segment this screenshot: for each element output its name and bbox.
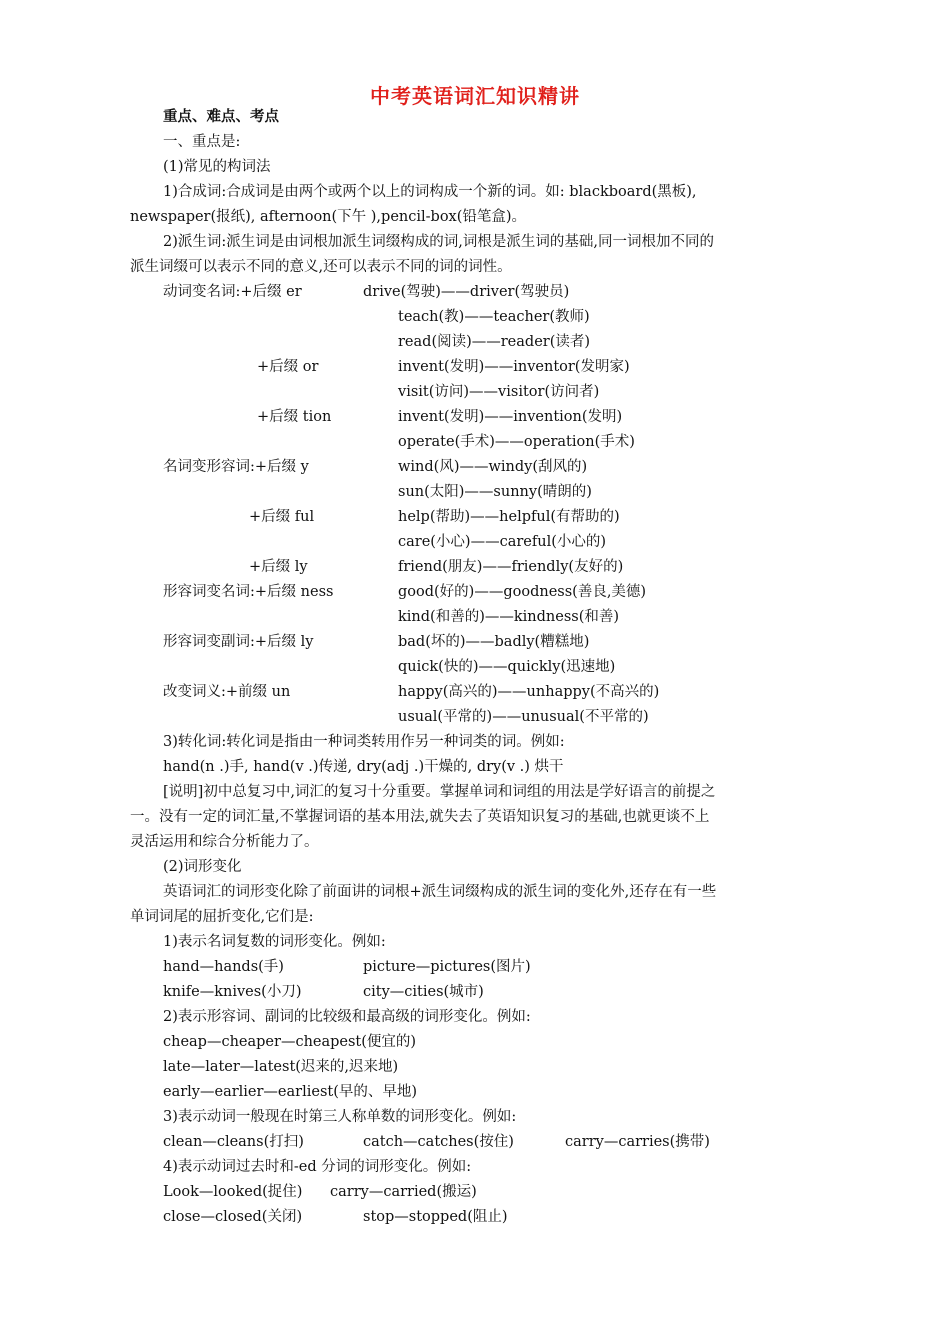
plural-heading: 1)表示名词复数的词形变化。例如: <box>163 934 386 950</box>
intro-line: 一、重点是: <box>163 134 241 150</box>
past-heading: 4)表示动词过去时和-ed 分词的词形变化。例如: <box>163 1159 472 1175</box>
past-example: close—closed(关闭) <box>163 1209 303 1225</box>
third-person-example: clean—cleans(打扫) <box>163 1134 304 1150</box>
past-example: Look—looked(捉住) <box>163 1184 303 1200</box>
comparison-example: late—later—latest(迟来的,迟来地) <box>163 1059 399 1075</box>
derivation-example: kind(和善的)——kindness(和善) <box>398 609 620 625</box>
derivation-example: drive(驾驶)——driver(驾驶员) <box>363 284 570 300</box>
derivation-row <box>163 280 570 305</box>
third-person-heading: 3)表示动词一般现在时第三人称单数的词形变化。例如: <box>163 1109 517 1125</box>
derivation-example: care(小心)——careful(小心的) <box>398 534 607 550</box>
derivation-label: +后缀 ful <box>249 509 315 525</box>
inflection-line-2: 单词词尾的屈折变化,它们是: <box>130 909 314 925</box>
section-heading: 重点、难点、考点 <box>163 109 279 125</box>
part1-heading: (1)常见的构词法 <box>163 159 271 175</box>
derivation-example: sun(太阳)——sunny(晴朗的) <box>398 484 592 500</box>
part2-heading: (2)词形变化 <box>163 859 242 875</box>
plural-example: picture—pictures(图片) <box>363 959 531 975</box>
derivation-label: 动词变名词:+后缀 er <box>163 284 302 300</box>
conversion-line-1: 3)转化词:转化词是指由一种词类转用作另一种词类的词。例如: <box>163 734 565 750</box>
third-person-example: catch—catches(按住) <box>363 1134 514 1150</box>
past-example: stop—stopped(阻止) <box>363 1209 508 1225</box>
note-line-3: 灵活运用和综合分析能力了。 <box>130 834 319 850</box>
derivation-example: happy(高兴的)——unhappy(不高兴的) <box>398 684 660 700</box>
comparison-example: early—earlier—earliest(早的、早地) <box>163 1084 418 1100</box>
derivation-example: invent(发明)——invention(发明) <box>398 409 623 425</box>
derivation-label: 形容词变名词:+后缀 ness <box>163 584 334 600</box>
plural-example: hand—hands(手) <box>163 959 284 975</box>
derivation-label: 改变词义:+前缀 un <box>163 684 291 700</box>
third-person-example: carry—carries(携带) <box>565 1134 710 1150</box>
derivation-example: teach(教)——teacher(教师) <box>398 309 590 325</box>
comparison-example: cheap—cheaper—cheapest(便宜的) <box>163 1034 417 1050</box>
derivation-example: wind(风)——windy(刮风的) <box>398 459 588 475</box>
derive-line-2: 派生词缀可以表示不同的意义,还可以表示不同的词的词性。 <box>130 259 512 275</box>
derivation-example: invent(发明)——inventor(发明家) <box>398 359 630 375</box>
derivation-example: operate(手术)——operation(手术) <box>398 434 635 450</box>
plural-example: city—cities(城市) <box>363 984 484 1000</box>
derive-line-1: 2)派生词:派生词是由词根加派生词缀构成的词,词根是派生词的基础,同一词根加不同的 <box>163 234 714 250</box>
inflection-line-1: 英语词汇的词形变化除了前面讲的词根+派生词缀构成的派生词的变化外,还存在有一些 <box>163 884 717 900</box>
compound-line-1: 1)合成词:合成词是由两个或两个以上的词构成一个新的词。如: blackboard(黑板), <box>163 184 697 200</box>
derivation-example: usual(平常的)——unusual(不平常的) <box>398 709 649 725</box>
note-line-1: [说明]初中总复习中,词汇的复习十分重要。掌握单词和词组的用法是学好语言的前提之 <box>163 784 716 800</box>
derivation-example: bad(坏的)——badly(糟糕地) <box>398 634 590 650</box>
plural-example: knife—knives(小刀) <box>163 984 302 1000</box>
compound-line-2: newspaper(报纸), afternoon(下午 ),pencil-box(铅笔盒)。 <box>130 209 527 225</box>
past-example: carry—carried(搬运) <box>330 1184 477 1200</box>
note-line-2: 一。没有一定的词汇量,不掌握词语的基本用法,就失去了英语知识复习的基础,也就更谈不上 <box>130 809 710 825</box>
derivation-label: 形容词变副词:+后缀 ly <box>163 634 314 650</box>
derivation-example: read(阅读)——reader(读者) <box>398 334 591 350</box>
derivation-label: +后缀 ly <box>249 559 308 575</box>
derivation-label: 名词变形容词:+后缀 y <box>163 459 309 475</box>
comparison-heading: 2)表示形容词、副词的比较级和最高级的词形变化。例如: <box>163 1009 531 1025</box>
document-title: 中考英语词汇知识精讲 <box>370 84 580 108</box>
conversion-line-2: hand(n .)手, hand(v .)传递, dry(adj .)干燥的, dry(v .) 烘干 <box>163 759 564 775</box>
derivation-example: visit(访问)——visitor(访问者) <box>398 384 600 400</box>
derivation-example: good(好的)——goodness(善良,美德) <box>398 584 647 600</box>
derivation-label: +后缀 or <box>257 359 319 375</box>
derivation-label: +后缀 tion <box>257 409 332 425</box>
derivation-example: friend(朋友)——friendly(友好的) <box>398 559 624 575</box>
derivation-example: quick(快的)——quickly(迅速地) <box>398 659 616 675</box>
derivation-example: help(帮助)——helpful(有帮助的) <box>398 509 620 525</box>
